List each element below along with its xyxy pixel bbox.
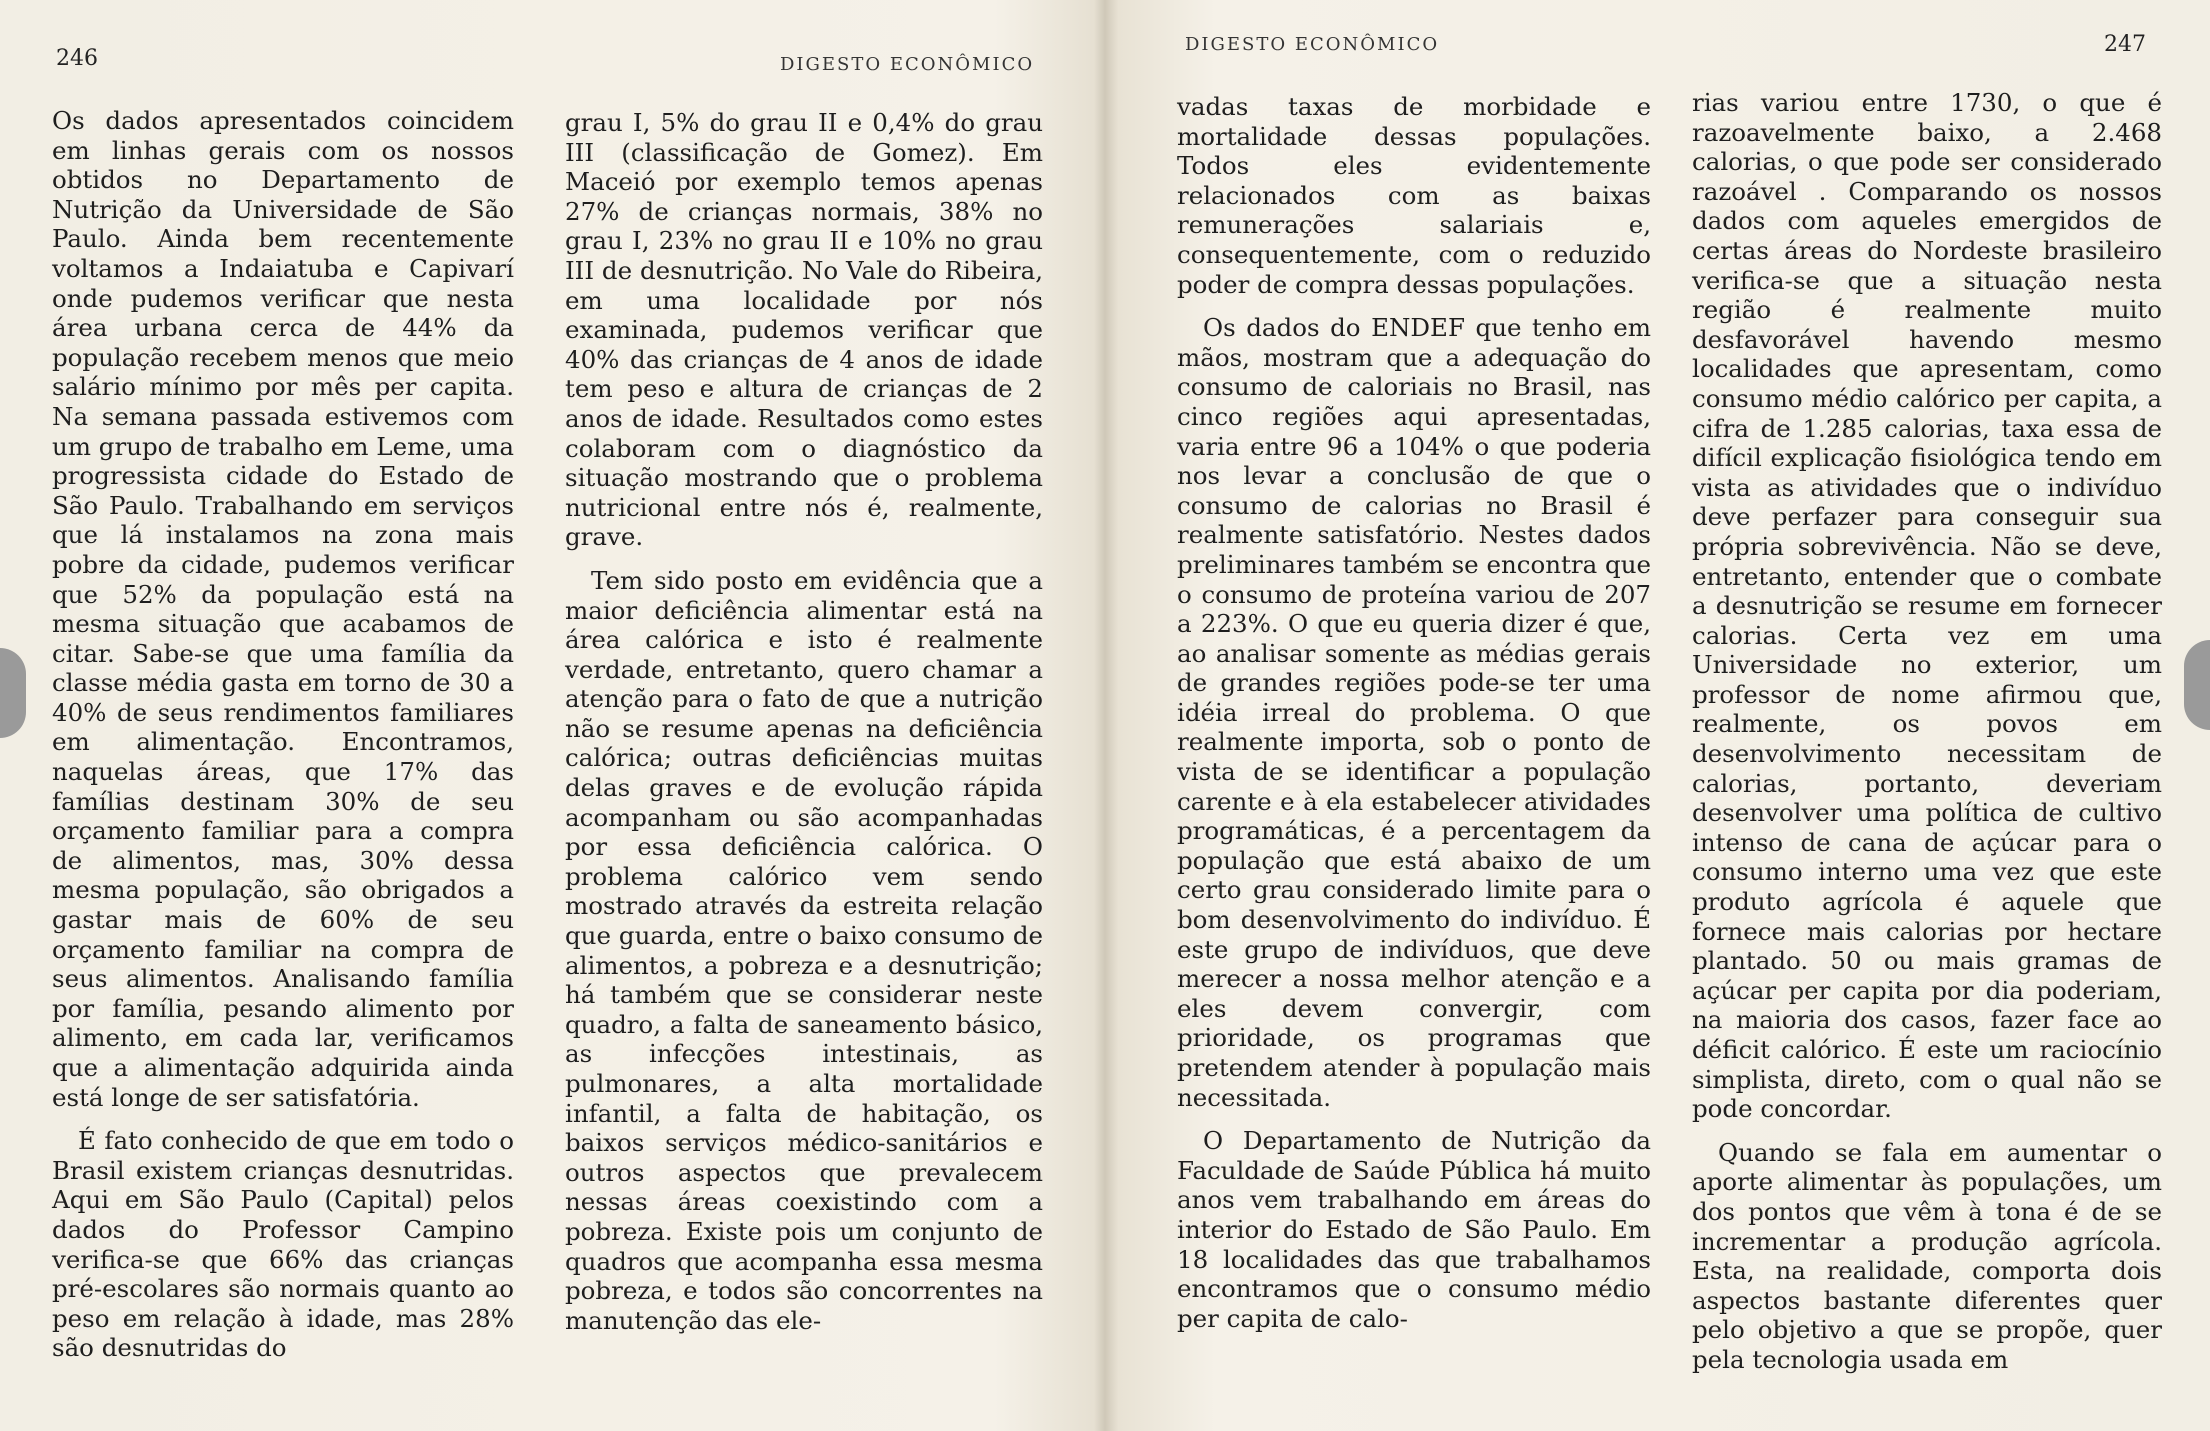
page-number: 246: [56, 46, 98, 71]
paragraph: Tem sido posto em evidência que a maior deficiência alimentar está na área calórica e isto é realmente verdade, entretanto, quero chamar a atenção para o fato de que a nutrição não se resume apenas na deficiência calórica; outras deficiências muitas delas graves e de evolução rápida acompanham ou são acompanhadas por essa deficiência calórica. O problema calórico vem sendo mostrado através da estreita relação que guarda, entre o baixo consumo de alimentos, a pobreza e a desnutrição; há também que se considerar neste quadro, a falta de saneamento básico, as infecções intestinais, as pulmonares, a alta mortalidade infantil, a falta de habitação, os baixos serviços médico-sanitários e outros aspectos que prevalecem nessas áreas coexistindo com a pobreza. Existe pois um conjunto de quadros que acompanha essa mesma pobreza, e todos são concorrentes na manutenção das ele-: [565, 565, 1043, 1335]
paragraph: grau I, 5% do grau II e 0,4% do grau III (classificação de Gomez). Em Maceió por exemplo temos apenas 27% de crianças normais, 38% no grau I, 23% no grau II e 10% no grau III de desnutrição. No Vale do Ribeira, em uma localidade por nós examinada, pudemos verificar que 40% das crianças de 4 anos de idade tem peso e altura de crianças de 2 anos de idade. Resultados como estes colaboram com o diagnóstico da situação mostrando que o problema nutricional entre nós é, realmente, grave.: [565, 108, 1043, 552]
paragraph: Os dados do ENDEF que tenho em mãos, mostram que a adequação do consumo de caloriais no Brasil, nas cinco regiões aqui apresentadas, varia entre 96 a 104% o que poderia nos levar a conclusão de que o consumo de calorias no Brasil é realmente satisfatório. Nestes dados preliminares também se encontra que o consumo de proteína variou de 207 a 223%. O que eu queria dizer é que, ao analisar somente as médias gerais de grandes regiões pode-se ter uma idéia irreal do problema. O que realmente importa, sob o ponto de vista de se identificar a população carente e à ela estabelecer atividades programáticas, é a percentagem da população que está abaixo de um certo grau considerado limite para o bom desenvolvimento do indivíduo. É este grupo de indivíduos, que deve merecer a nossa melhor atenção e a eles devem convergir, com prioridade, os programas que pretendem atender à população mais necessitada.: [1177, 313, 1651, 1112]
paragraph: rias variou entre 1730, o que é razoavelmente baixo, a 2.468 calorias, o que pode ser considerado razoável . Comparando os nossos dados com aqueles emergidos de certas áreas do Nordeste brasileiro verifica-se que a situação nesta região é realmente muito desfavorável havendo mesmo localidades que apresentam, como consumo médio calórico per capita, a cifra de 1.285 calorias, taxa essa de difícil explicação fisiológica tendo em vista as atividades que o indivíduo deve perfazer para conseguir sua própria sobrevivência. Não se deve, entretanto, entender que o combate a desnutrição se resume em fornecer calorias. Certa vez em uma Universidade no exterior, um professor de nome afirmou que, realmente, os povos em desenvolvimento necessitam de calorias, portanto, deveriam desenvolver uma política de cultivo intenso de cana de açúcar para o consumo interno uma vez que este produto agrícola é aquele que fornece mais calorias por hectare plantado. 50 ou mais gramas de açúcar per capita por dia poderiam, na maioria dos casos, fazer face ao déficit calórico. É este um raciocínio simplista, direto, com o qual não se pode concordar.: [1692, 88, 2162, 1124]
paragraph: Os dados apresentados coincidem em linhas gerais com os nossos obtidos no Departamento de Nutrição da Universidade de São Paulo. Ainda bem recentemente voltamos a Indaiatuba e Capivarí onde pudemos verificar que nesta área urbana cerca de 44% da população recebem menos que meio salário mínimo por mês per capita. Na semana passada estivemos com um grupo de trabalho em Leme, uma progressista cidade do Estado de São Paulo. Trabalhando em serviços que lá instalamos na zona mais pobre da cidade, pudemos verificar que 52% da população está na mesma situação que acabamos de citar. Sabe-se que uma família da classe média gasta em torno de 30 a 40% de seus rendimentos familiares em alimentação. Encontramos, naquelas áreas, que 17% das famílias destinam 30% de seu orçamento familiar para a compra de alimentos, mas, 30% dessa mesma população, são obrigados a gastar mais de 60% de seu orçamento familiar na compra de seus alimentos. Analisando família por família, pesando alimento por alimento, em cada lar, verificamos que a alimentação adquirida ainda está longe de ser satisfatória.: [52, 106, 514, 1112]
text-column-3: [1177, 92, 1651, 1347]
right-page: [1105, 0, 2210, 1431]
paragraph: O Departamento de Nutrição da Faculdade de Saúde Pública há muito anos vem trabalhando em áreas do interior do Estado de São Paulo. Em 18 localidades das que trabalhamos encontramos que o consumo médio per capita de calo-: [1177, 1126, 1651, 1333]
text-column-1: [52, 106, 514, 1377]
paragraph: Quando se fala em aumentar o aporte alimentar às populações, um dos pontos que vêm à tona é de se incrementar a produção agrícola. Esta, na realidade, comporta dois aspectos bastante diferentes quer pelo objetivo a que se propõe, quer pela tecnologia usada em: [1692, 1137, 2162, 1374]
text-column-4: [1692, 88, 2162, 1389]
paragraph: É fato conhecido de que em todo o Brasil existem crianças desnutridas. Aqui em São Paulo (Capital) pelos dados do Professor Campino verifica-se que 66% das crianças pré-escolares são normais quanto ao peso em relação à idade, mas 28% são desnutridas do: [52, 1126, 514, 1363]
running-head: DIGESTO ECONÔMICO: [780, 54, 1035, 75]
paragraph: vadas taxas de morbidade e mortalidade dessas populações. Todos eles evidentemente relacionados com as baixas remunerações salariais e, consequentemente, com o reduzido poder de compra dessas populações.: [1177, 92, 1651, 299]
page-number: 247: [2104, 32, 2146, 57]
binding-hole: [0, 648, 26, 738]
binding-hole: [2184, 640, 2210, 730]
running-head: DIGESTO ECONÔMICO: [1185, 34, 1440, 55]
text-column-2: [565, 108, 1043, 1349]
